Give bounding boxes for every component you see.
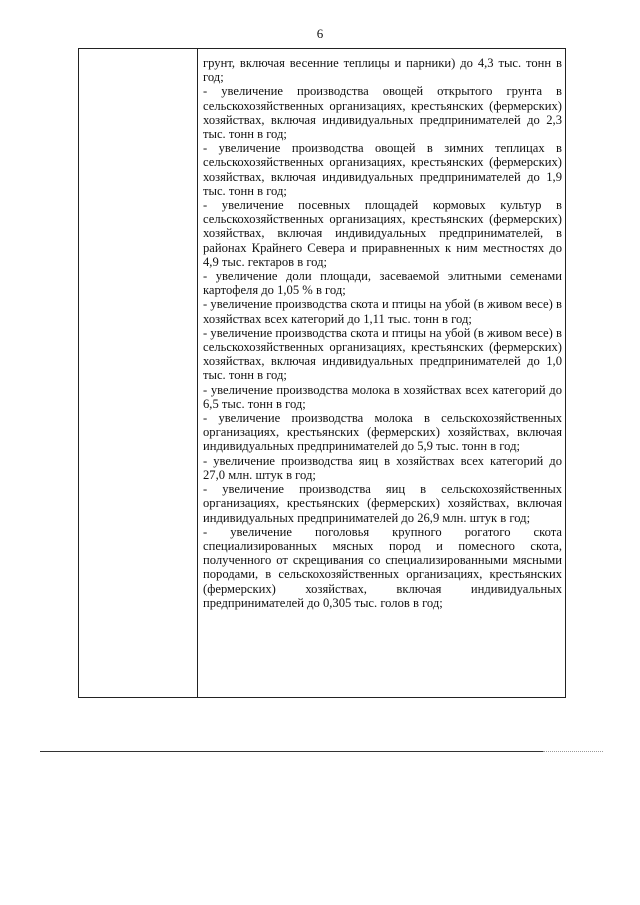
list-item: - увеличение поголовья крупного рогатого скота специализированных мясных пород и помесного скота, полученного от скрещивания со специализированными мясными породами, в сельскохозяйственных организациях, крестьянских (фермерских) хозяйствах, включая индивидуальных предпринимателей до 0,305 тыс. голов в год; xyxy=(203,524,562,610)
table-column-divider xyxy=(197,49,198,697)
list-item: - увеличение производства молока в сельскохозяйственных организациях, крестьянских (фермерских) хозяйствах, включая индивидуальных предпринимателей до 5,9 тыс. тонн в год; xyxy=(203,411,562,454)
list-item: - увеличение доли площади, засеваемой элитными семенами картофеля до 1,05 % в год; xyxy=(203,269,562,298)
list-item: - увеличение посевных площадей кормовых культур в сельскохозяйственных организациях, крестьянских (фермерских) хозяйствах, включая индивидуальных предпринимателей, в районах Крайнего Севера и приравненных к ним местностях до 4,9 тыс. гектаров в год; xyxy=(203,198,562,269)
list-item: - увеличение производства овощей в зимних теплицах в сельскохозяйственных организациях, крестьянских (фермерских) хозяйствах, включая индивидуальных предпринимателей до 1,9 тыс. тонн в год; xyxy=(203,141,562,198)
list-item: - увеличение производства овощей открытого грунта в сельскохозяйственных организациях, крестьянских (фермерских) хозяйствах, включая индивидуальных предпринимателей до 2,3 тыс. тонн в год; xyxy=(203,84,562,142)
list-item: - увеличение производства молока в хозяйствах всех категорий до 6,5 тыс. тонн в год; xyxy=(203,382,562,411)
list-item: грунт, включая весенние теплицы и парники) до 4,3 тыс. тонн в год; xyxy=(203,56,562,85)
list-item: - увеличение производства яиц в хозяйствах всех категорий до 27,0 млн. штук в год; xyxy=(203,453,562,482)
page-number: 6 xyxy=(316,26,324,41)
table-right-cell xyxy=(203,56,562,610)
list-item: - увеличение производства яиц в сельскохозяйственных организациях, крестьянских (фермерских) хозяйствах, включая индивидуальных предпринимателей до 26,9 млн. штук в год; xyxy=(203,482,562,525)
list-item: - увеличение производства скота и птицы на убой (в живом весе) в хозяйствах всех категорий до 1,11 тыс. тонн в год; xyxy=(203,297,562,326)
bottom-separator-line xyxy=(40,751,543,752)
document-table xyxy=(78,48,566,698)
list-item: - увеличение производства скота и птицы на убой (в живом весе) в сельскохозяйственных организациях, крестьянских (фермерских) хозяйствах, включая индивидуальных предпринимателей до 1,0 тыс. тонн в год; xyxy=(203,325,562,383)
bottom-separator-dots xyxy=(543,751,603,753)
